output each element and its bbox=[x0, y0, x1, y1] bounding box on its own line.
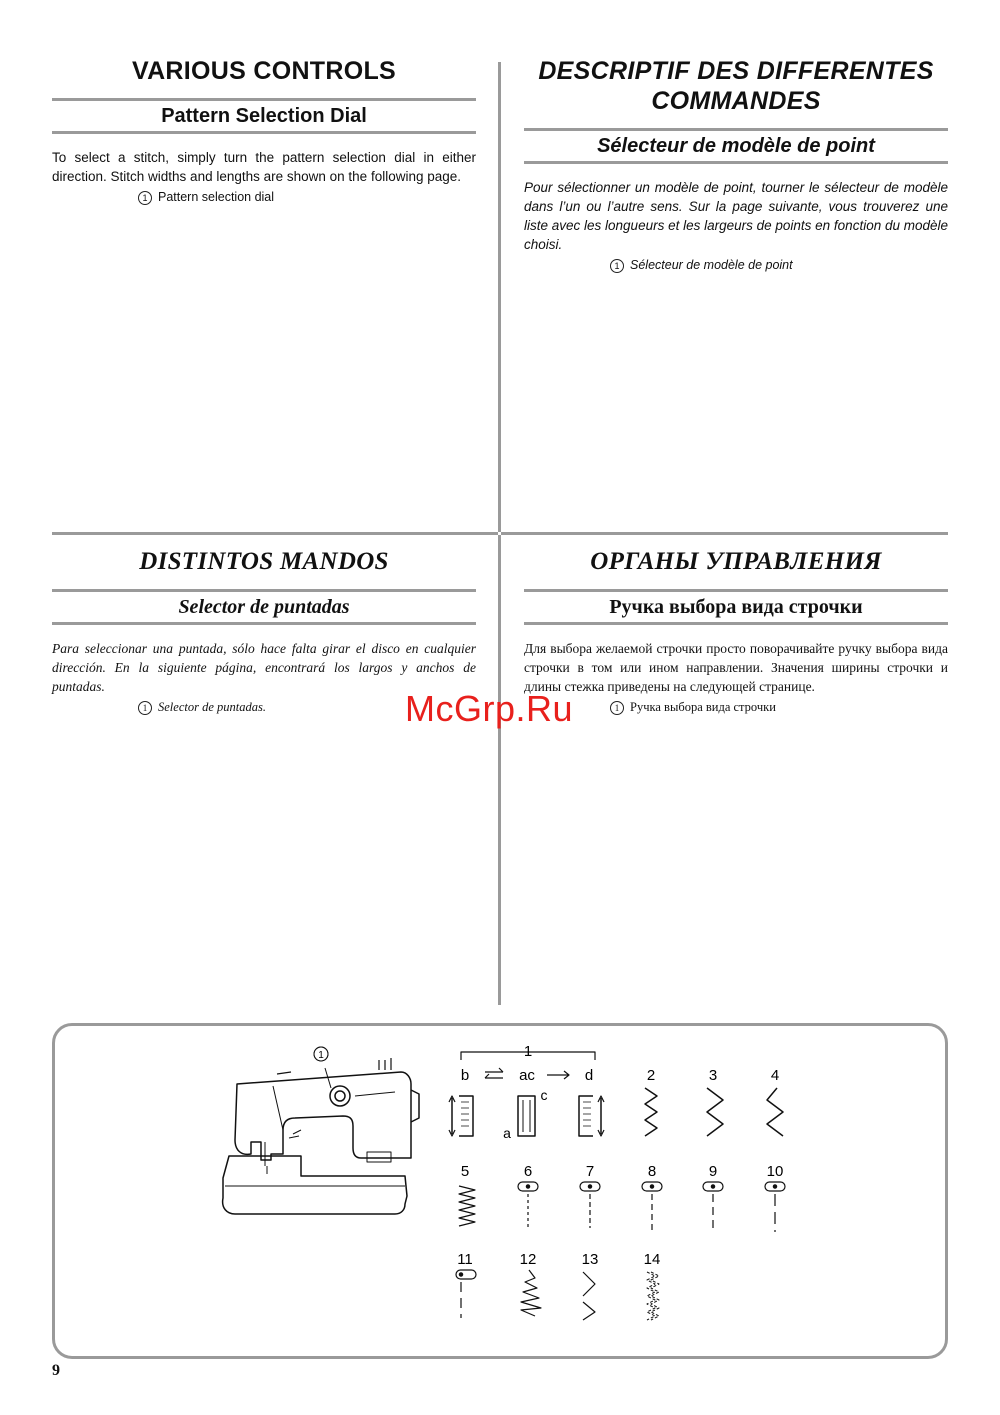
section-subtitle: Selector de puntadas bbox=[52, 589, 476, 625]
section-subtitle: Sélecteur de modèle de point bbox=[524, 128, 948, 164]
stitch-number: 4 bbox=[770, 1067, 780, 1084]
buttonhole-label-ac: ac bbox=[519, 1067, 535, 1084]
buttonhole-label-d: d bbox=[584, 1067, 594, 1084]
callout-number: 1 bbox=[138, 191, 152, 205]
stitch-6-icon bbox=[518, 1182, 538, 1228]
row-divider-left bbox=[52, 532, 498, 535]
section-title bbox=[524, 56, 948, 116]
stitch-illustration bbox=[55, 1026, 945, 1356]
group-label: 1 bbox=[523, 1043, 533, 1060]
callout-number: 1 bbox=[610, 701, 624, 715]
stitch-number: 12 bbox=[519, 1251, 537, 1268]
column-divider-bottom bbox=[498, 535, 501, 1005]
sewing-machine-icon bbox=[223, 1047, 419, 1214]
section-title: ОРГАНЫ УПРАВЛЕНИЯ bbox=[590, 548, 882, 575]
stitch-number: 14 bbox=[643, 1251, 661, 1268]
section-french bbox=[524, 56, 948, 275]
section-title: DISTINTOS MANDOS bbox=[139, 548, 389, 575]
callout-number: 1 bbox=[610, 259, 624, 273]
buttonhole-d-icon bbox=[579, 1096, 604, 1136]
watermark: McGrp.Ru bbox=[405, 688, 574, 729]
page-number: 9 bbox=[52, 1362, 60, 1379]
buttonhole-label-a: a bbox=[503, 1125, 511, 1141]
callout-number: 1 bbox=[138, 701, 152, 715]
callout-label: Pattern selection dial bbox=[158, 190, 275, 204]
section-body: Для выбора желаемой строчки просто поворачивайте ручку выбора вида строчки в том или ином направлении. Значения ширины строчки и длины стежка приведены на следующей странице. bbox=[524, 641, 948, 694]
callout-label: Ручка выбора вида строчки bbox=[630, 700, 776, 714]
stitch-number: 3 bbox=[708, 1067, 718, 1084]
section-russian bbox=[524, 547, 948, 717]
callout-number: 1 bbox=[318, 1050, 324, 1061]
stitch-number: 2 bbox=[646, 1067, 656, 1084]
section-subtitle: Pattern Selection Dial bbox=[52, 98, 476, 134]
stitch-number: 9 bbox=[708, 1163, 718, 1180]
buttonhole-label-c: c bbox=[540, 1087, 548, 1103]
stitch-number: 8 bbox=[647, 1163, 657, 1180]
stitch-10-icon bbox=[765, 1182, 785, 1232]
section-body: Pour sélectionner un modèle de point, tourner le sélecteur de modèle dans l’un ou l’autre sens. Sur la page suivante, vous trouverez une liste avec les longueurs et les largeurs de points en fonction du modèle choisi. bbox=[524, 180, 949, 252]
callout-label: Selector de puntadas. bbox=[158, 700, 266, 714]
stitch-12-icon bbox=[521, 1270, 541, 1316]
stitch-number: 6 bbox=[523, 1163, 533, 1180]
stitch-2-icon bbox=[645, 1088, 657, 1136]
section-body: Para seleccionar una puntada, sólo hace falta girar el disco en cualquier dirección. En la siguiente página, encontrará los largos y anchos de puntadas. bbox=[52, 641, 476, 694]
section-subtitle: Ручка выбора вида строчки bbox=[524, 589, 948, 625]
stitch-7-icon bbox=[580, 1182, 600, 1228]
stitch-14-icon bbox=[647, 1272, 659, 1320]
stitch-number: 10 bbox=[766, 1163, 784, 1180]
stitch-number: 7 bbox=[585, 1163, 595, 1180]
stitch-number: 13 bbox=[581, 1251, 599, 1268]
callout-label: Sélecteur de modèle de point bbox=[630, 258, 793, 272]
stitch-11-icon bbox=[456, 1270, 476, 1318]
stitch-13-icon bbox=[583, 1272, 595, 1320]
section-title-line1: DESCRIPTIF DES DIFFERENTES bbox=[538, 57, 934, 85]
callout bbox=[52, 188, 476, 207]
stitch-3-icon bbox=[707, 1088, 723, 1136]
column-divider-top bbox=[498, 62, 501, 532]
stitch-number: 11 bbox=[457, 1251, 473, 1268]
stitch-8-icon bbox=[642, 1182, 662, 1230]
buttonhole-b-icon bbox=[449, 1096, 473, 1136]
buttonhole-label-b: b bbox=[460, 1067, 470, 1084]
section-english bbox=[52, 56, 476, 207]
stitch-5-icon bbox=[459, 1186, 475, 1226]
stitch-9-icon bbox=[703, 1182, 723, 1232]
section-title: VARIOUS CONTROLS bbox=[131, 57, 397, 85]
section-body: To select a stitch, simply turn the pattern selection dial in either direction. Stitch widths and lengths are shown on the following page. bbox=[52, 150, 476, 184]
section-title-line2: COMMANDES bbox=[651, 87, 821, 115]
callout bbox=[524, 256, 948, 275]
stitch-number: 5 bbox=[460, 1163, 470, 1180]
stitch-4-icon bbox=[767, 1088, 783, 1136]
callout bbox=[524, 698, 948, 717]
illustration-panel bbox=[52, 1023, 948, 1359]
buttonhole-ac-icon bbox=[518, 1096, 535, 1136]
row-divider-right bbox=[501, 532, 948, 535]
